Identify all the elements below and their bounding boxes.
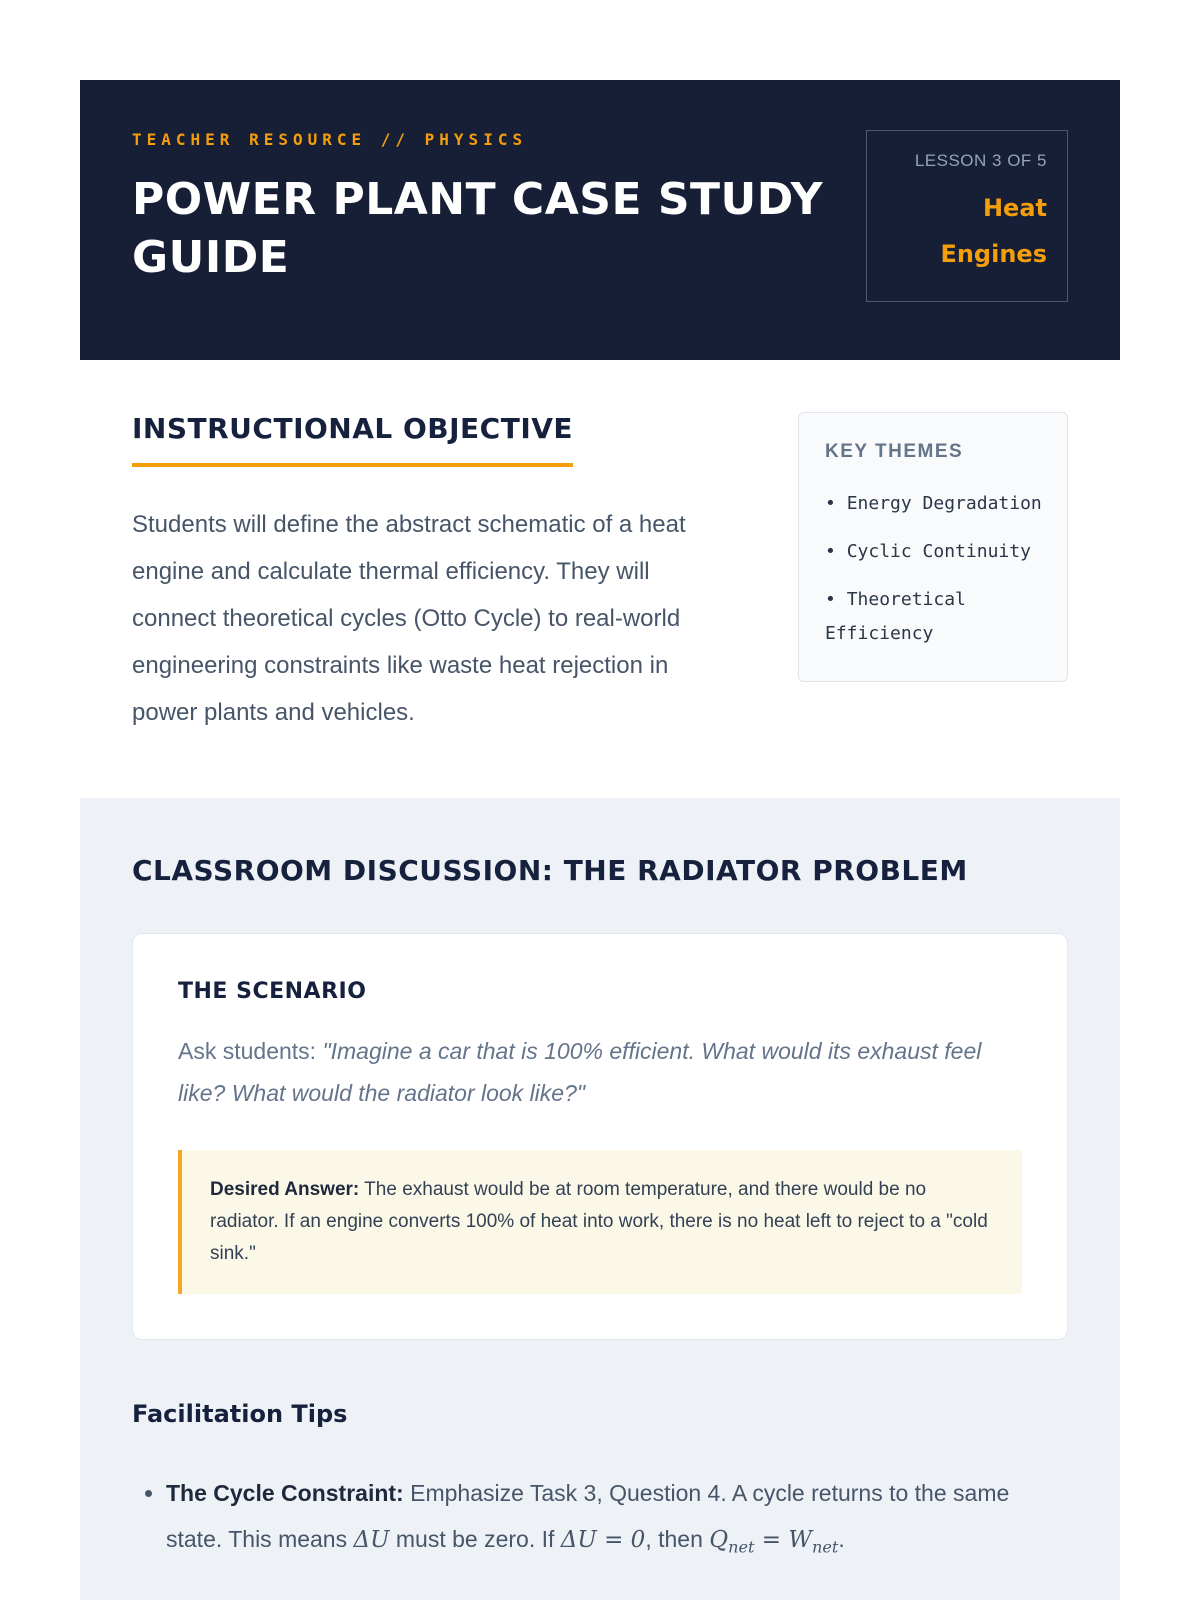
desired-answer-callout [178, 1150, 1022, 1294]
page-title [132, 171, 823, 287]
math-equals-w: = W [754, 1527, 813, 1553]
discussion-section [80, 798, 1120, 1600]
scenario-prompt [178, 1030, 1022, 1114]
tip-item-cycle-constraint [166, 1470, 1068, 1571]
tip-text: . [838, 1526, 845, 1552]
lesson-badge [866, 130, 1068, 302]
desired-answer-label: Desired Answer: [210, 1179, 360, 1200]
math-delta-u-zero: ΔU = 0 [560, 1527, 646, 1553]
header-title-block [132, 130, 823, 287]
tip-text: Emphasize Task 3, Question 4. A cycle returns to the same state. This means [166, 1480, 1010, 1552]
math-delta-u: ΔU [353, 1527, 390, 1553]
desired-answer-text: The exhaust would be at room temperature, and there would be no radiator. If an engine converts 100% of heat into work, there is no heat left to reject to a "cold sink." [210, 1179, 988, 1264]
objective-content [132, 412, 760, 736]
math-q-subscript: net [728, 1537, 755, 1557]
scenario-heading: THE SCENARIO [178, 979, 367, 1004]
tip-label: The Cycle Constraint: [166, 1480, 404, 1506]
key-theme-item: • Energy Degradation [825, 487, 1043, 521]
tip-text: , then [645, 1526, 710, 1552]
discussion-heading: CLASSROOM DISCUSSION: THE RADIATOR PROBLEM [132, 854, 968, 887]
scenario-prompt-quote: "Imagine a car that is 100% efficient. What would its exhaust feel like? What would the radiator look like?" [178, 1038, 982, 1106]
lesson-topic-line-2: Engines [940, 240, 1047, 268]
tip-text: must be zero. If [389, 1526, 561, 1552]
math-q: Q [709, 1527, 729, 1553]
facilitation-tips-heading: Facilitation Tips [132, 1400, 348, 1428]
document-page [80, 80, 1120, 1600]
document-header [80, 80, 1120, 360]
objective-body-text: Students will define the abstract schematic of a heat engine and calculate thermal efficiency. They will connect theoretical cycles (Otto Cycle) to real-world engineering constraints like waste heat rejection in power plants and vehicles. [132, 511, 686, 726]
objective-heading: INSTRUCTIONAL OBJECTIVE [132, 412, 573, 467]
scenario-prompt-prefix: Ask students: [178, 1038, 323, 1064]
scenario-card [132, 933, 1068, 1340]
facilitation-tips-list [132, 1470, 1068, 1571]
eyebrow-label: TEACHER RESOURCE // PHYSICS [132, 130, 528, 149]
math-w-subscript: net [812, 1537, 839, 1557]
key-theme-item: • Theoretical Efficiency [825, 583, 1043, 651]
key-themes-heading: KEY THEMES [825, 441, 964, 462]
lesson-topic [887, 185, 1047, 277]
lesson-number-label: LESSON 3 OF 5 [914, 151, 1047, 170]
page-title-line-2: GUIDE [132, 232, 290, 283]
key-themes-panel [798, 412, 1068, 682]
lesson-topic-line-1: Heat [982, 194, 1047, 222]
objective-section [80, 360, 1120, 798]
key-theme-item: • Cyclic Continuity [825, 535, 1043, 569]
page-title-line-1: POWER PLANT CASE STUDY [132, 174, 823, 225]
